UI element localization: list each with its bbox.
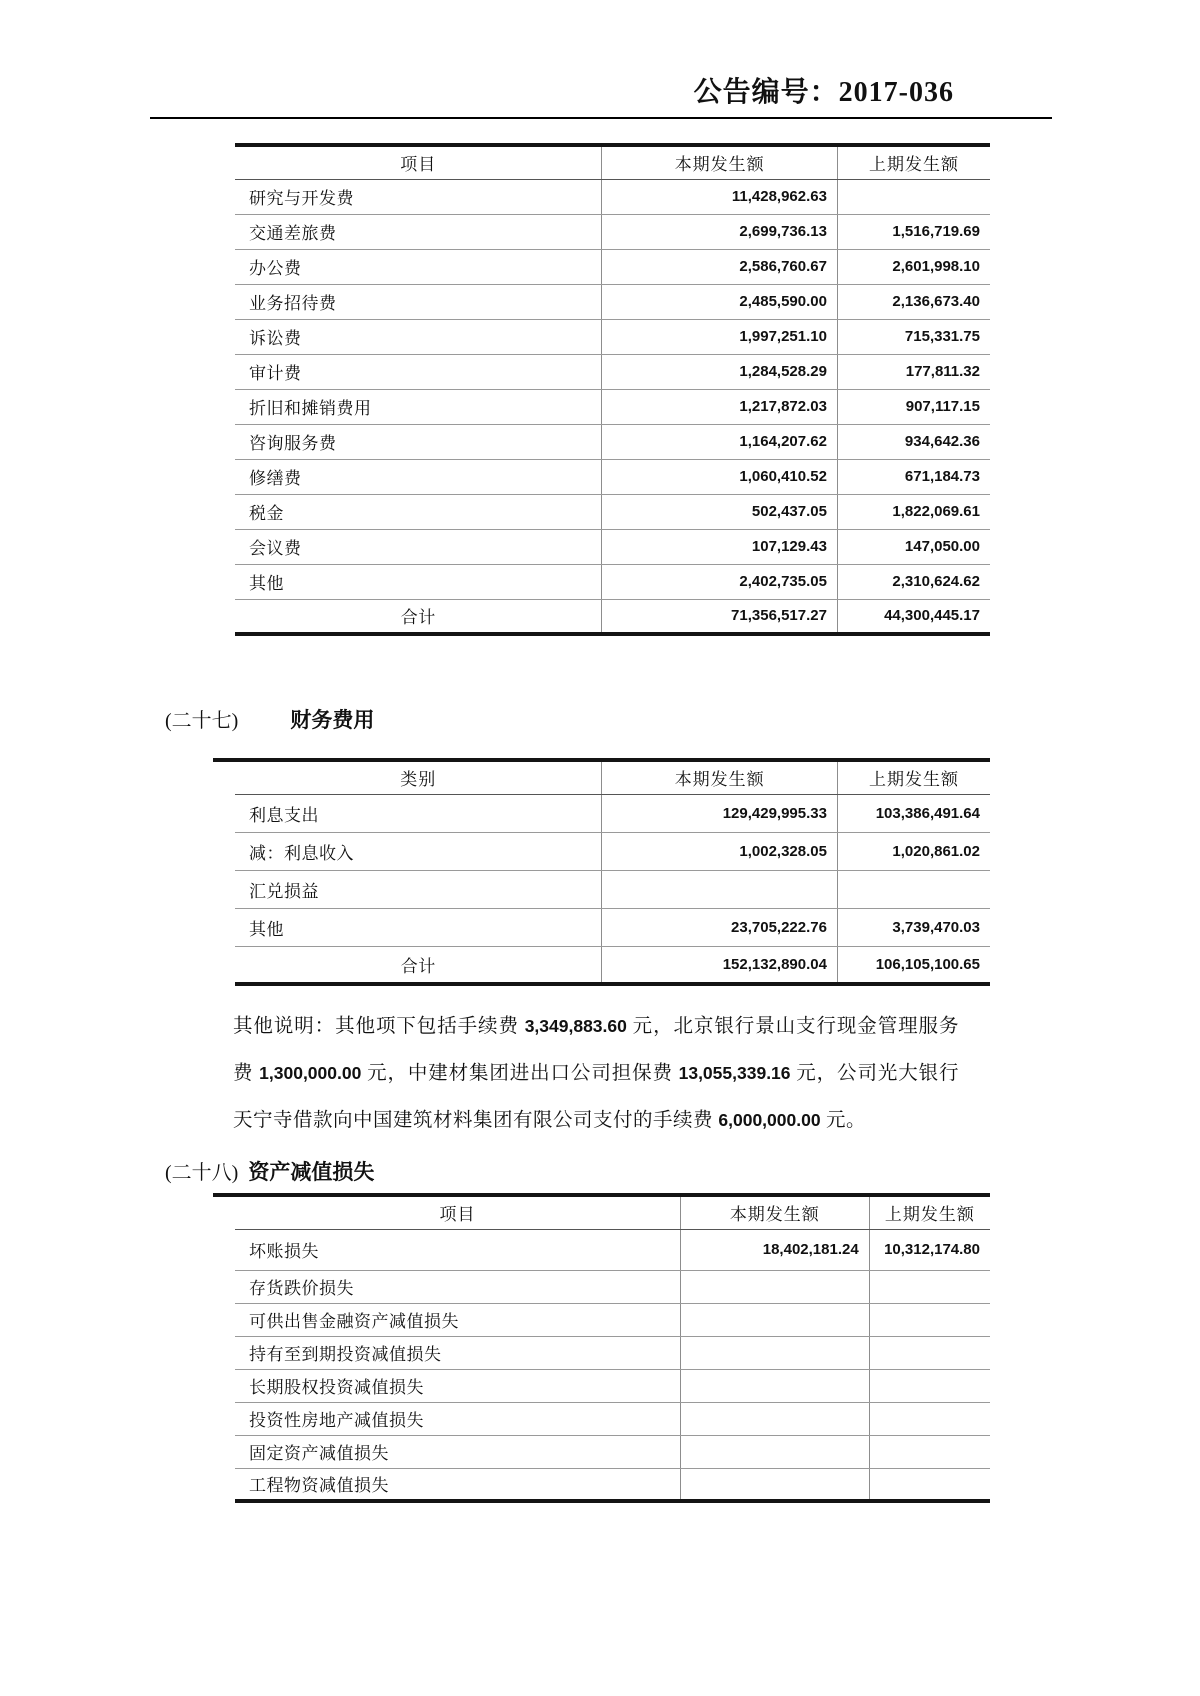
table-row — [235, 870, 990, 908]
table-row — [235, 529, 990, 564]
table-row — [235, 794, 990, 832]
row-label: 工程物资减值损失 — [249, 1476, 389, 1496]
table-row — [235, 1402, 990, 1435]
current-period-amount — [602, 870, 838, 908]
current-period-amount — [680, 1336, 869, 1369]
row-label: 存货跌价损失 — [235, 1270, 680, 1303]
row-label: 其他 — [235, 908, 602, 946]
table-row — [235, 832, 990, 870]
current-period-amount — [680, 1435, 869, 1468]
column-header-1: 本期发生额 — [680, 1195, 869, 1229]
current-period-amount: 107,129.43 — [602, 529, 838, 564]
prior-period-amount — [869, 1369, 990, 1402]
current-period-amount: 2,402,735.05 — [602, 564, 838, 599]
column-header-2: 上期发生额 — [837, 145, 990, 179]
current-period-amount: 2,586,760.67 — [602, 249, 838, 284]
row-label: 坏账损失 — [235, 1229, 680, 1270]
row-label: 汇兑损益 — [235, 870, 602, 908]
current-period-amount: 129,429,995.33 — [602, 794, 838, 832]
note-text: 元。 — [820, 1110, 866, 1131]
current-period-amount — [680, 1369, 869, 1402]
prior-period-amount — [869, 1402, 990, 1435]
current-period-amount: 18,402,181.24 — [680, 1229, 869, 1270]
column-header-0: 项目 — [235, 1195, 680, 1229]
note-text: 元，中建材集团进出口公司担保费 — [361, 1063, 679, 1084]
row-label: 减：利息收入 — [235, 832, 602, 870]
prior-period-amount: 177,811.32 — [837, 354, 990, 389]
section-title: 财务费用 — [290, 708, 375, 732]
prior-period-amount — [869, 1336, 990, 1369]
column-header-2: 上期发生额 — [837, 760, 990, 794]
current-period-amount: 1,217,872.03 — [602, 389, 838, 424]
row-label: 咨询服务费 — [235, 424, 602, 459]
current-period-amount — [680, 1468, 869, 1501]
prior-period-amount: 1,516,719.69 — [837, 214, 990, 249]
table-row — [235, 214, 990, 249]
current-period-amount: 2,699,736.13 — [602, 214, 838, 249]
current-period-amount: 502,437.05 — [602, 494, 838, 529]
prior-period-amount — [869, 1270, 990, 1303]
row-label: 可供出售金融资产减值损失 — [235, 1303, 680, 1336]
note-amount: 3,349,883.60 — [524, 1016, 627, 1036]
prior-period-amount: 1,822,069.61 — [837, 494, 990, 529]
total-row — [235, 946, 990, 984]
prior-period-amount — [837, 870, 990, 908]
operating-expense-table — [235, 143, 990, 636]
table-row — [235, 1229, 990, 1270]
prior-period-amount: 1,020,861.02 — [837, 832, 990, 870]
prior-period-amount: 2,601,998.10 — [837, 249, 990, 284]
section-heading-27 — [165, 704, 374, 734]
row-label: 折旧和摊销费用 — [235, 389, 602, 424]
financial-expense-table — [235, 758, 990, 986]
prior-period-amount: 3,739,470.03 — [837, 908, 990, 946]
current-period-amount — [680, 1402, 869, 1435]
column-header-0: 项目 — [235, 145, 602, 179]
row-label: 交通差旅费 — [235, 214, 602, 249]
other-notes-paragraph — [233, 1003, 959, 1144]
row-label: 会议费 — [235, 529, 602, 564]
table-row — [235, 459, 990, 494]
total-current-period-amount: 152,132,890.04 — [602, 946, 838, 984]
current-period-amount: 1,002,328.05 — [602, 832, 838, 870]
current-period-amount: 1,284,528.29 — [602, 354, 838, 389]
current-period-amount: 2,485,590.00 — [602, 284, 838, 319]
page-header — [150, 70, 1052, 119]
note-amount: 6,000,000.00 — [718, 1110, 821, 1130]
column-header-1: 本期发生额 — [602, 760, 838, 794]
table-row — [235, 1468, 990, 1501]
note-amount: 13,055,339.16 — [678, 1063, 791, 1083]
prior-period-amount: 147,050.00 — [837, 529, 990, 564]
total-prior-period-amount: 44,300,445.17 — [884, 607, 980, 625]
section-title: 资产减值损失 — [248, 1160, 375, 1184]
row-label: 研究与开发费 — [235, 179, 602, 214]
table-row — [235, 1303, 990, 1336]
prior-period-amount: 907,117.15 — [837, 389, 990, 424]
prior-period-amount: 2,310,624.62 — [837, 564, 990, 599]
column-header-0: 类别 — [235, 760, 602, 794]
announcement-number: 公告编号：2017-036 — [693, 77, 954, 108]
row-label: 业务招待费 — [235, 284, 602, 319]
table-row — [235, 389, 990, 424]
section-heading-28 — [165, 1156, 374, 1186]
row-label: 持有至到期投资减值损失 — [235, 1336, 680, 1369]
column-header-2: 上期发生额 — [869, 1195, 990, 1229]
table-row — [235, 179, 990, 214]
section-number: (二十七) — [165, 710, 239, 732]
prior-period-amount: 671,184.73 — [837, 459, 990, 494]
table-row — [235, 494, 990, 529]
note-text: 元，北京银行景山支行现金管理服务费 — [233, 1016, 959, 1084]
current-period-amount: 11,428,962.63 — [602, 179, 838, 214]
current-period-amount: 23,705,222.76 — [602, 908, 838, 946]
table-row — [235, 908, 990, 946]
total-prior-period-amount: 106,105,100.65 — [875, 955, 980, 973]
operating-expense-table-grid — [235, 143, 990, 636]
header-row — [235, 760, 990, 794]
prior-period-amount — [869, 1435, 990, 1468]
note-text: 其他说明：其他项下包括手续费 — [233, 1016, 525, 1037]
prior-period-amount: 103,386,491.64 — [837, 794, 990, 832]
prior-period-amount — [837, 179, 990, 214]
table-row — [235, 564, 990, 599]
current-period-amount — [680, 1303, 869, 1336]
row-label: 固定资产减值损失 — [235, 1435, 680, 1468]
header-row — [235, 145, 990, 179]
total-label: 合计 — [400, 608, 436, 628]
table-row — [235, 319, 990, 354]
financial-expense-table-grid — [235, 758, 990, 986]
asset-impairment-table — [235, 1193, 990, 1503]
prior-period-amount: 715,331.75 — [837, 319, 990, 354]
current-period-amount: 1,060,410.52 — [602, 459, 838, 494]
section-number: (二十八) — [165, 1162, 239, 1184]
total-row — [235, 599, 990, 634]
table-row — [235, 354, 990, 389]
prior-period-amount: 2,136,673.40 — [837, 284, 990, 319]
row-label: 其他 — [235, 564, 602, 599]
prior-period-amount — [869, 1468, 990, 1501]
note-amount: 1,300,000.00 — [259, 1063, 362, 1083]
current-period-amount: 1,997,251.10 — [602, 319, 838, 354]
table-row — [235, 1369, 990, 1402]
table-row — [235, 284, 990, 319]
prior-period-amount: 10,312,174.80 — [869, 1229, 990, 1270]
row-label: 诉讼费 — [235, 319, 602, 354]
column-header-1: 本期发生额 — [602, 145, 838, 179]
current-period-amount — [680, 1270, 869, 1303]
total-label: 合计 — [400, 956, 436, 976]
current-period-amount: 1,164,207.62 — [602, 424, 838, 459]
prior-period-amount — [869, 1303, 990, 1336]
header-row — [235, 1195, 990, 1229]
row-label: 办公费 — [235, 249, 602, 284]
asset-impairment-table-grid — [235, 1193, 990, 1503]
table-row — [235, 1270, 990, 1303]
row-label: 投资性房地产减值损失 — [235, 1402, 680, 1435]
table-row — [235, 424, 990, 459]
prior-period-amount: 934,642.36 — [837, 424, 990, 459]
row-label: 长期股权投资减值损失 — [235, 1369, 680, 1402]
table-row — [235, 1336, 990, 1369]
note-text: 元，公司光大银行天宁寺借款向中国建筑材料集团有限公司支付的手续费 — [233, 1063, 959, 1131]
row-label: 修缮费 — [235, 459, 602, 494]
total-current-period-amount: 71,356,517.27 — [602, 599, 838, 634]
row-label: 税金 — [235, 494, 602, 529]
row-label: 审计费 — [235, 354, 602, 389]
row-label: 利息支出 — [235, 794, 602, 832]
table-row — [235, 1435, 990, 1468]
table-row — [235, 249, 990, 284]
